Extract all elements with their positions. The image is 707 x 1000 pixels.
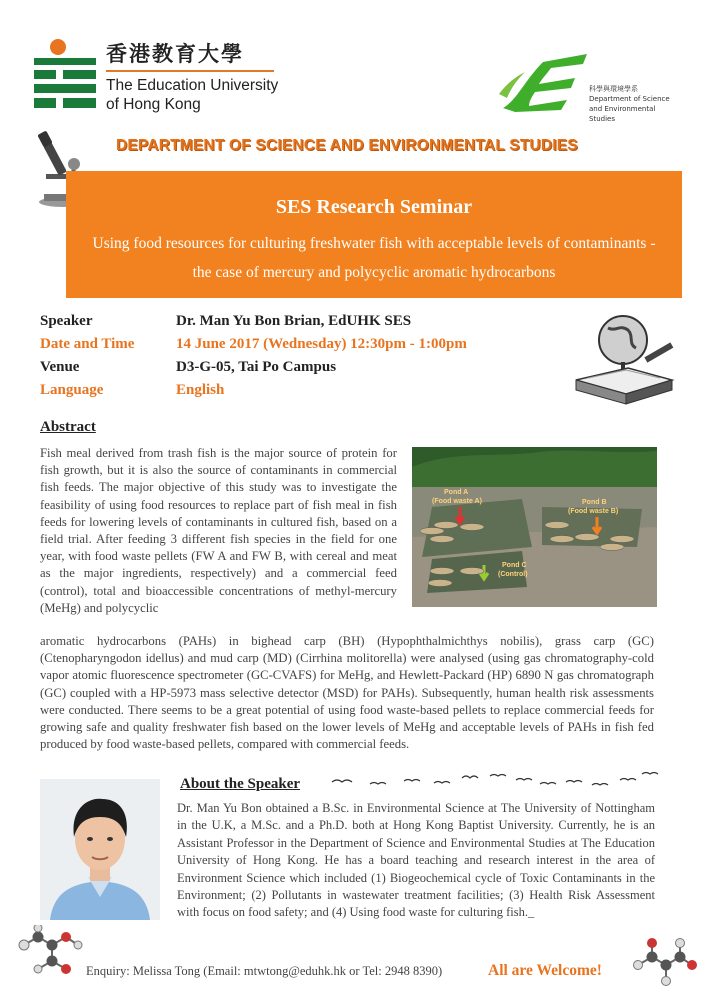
seminar-topic: Using food resources for culturing freshwater fish with acceptable levels of contaminants - the case of mercury and polycyclic aromatic hydrocarbons bbox=[92, 235, 656, 281]
ses-logo bbox=[495, 50, 680, 123]
eduhk-logo-icon bbox=[34, 38, 96, 110]
datetime-row bbox=[40, 336, 510, 359]
speaker-row bbox=[40, 313, 510, 336]
enquiry-contact: Enquiry: Melissa Tong (Email: mtwtong@eduhk.hk or Tel: 2948 8390) bbox=[86, 964, 443, 978]
speaker-portrait bbox=[40, 779, 160, 920]
datetime-value: 14 June 2017 (Wednesday) 12:30pm - 1:00pm bbox=[176, 336, 467, 352]
seminar-title: SES Research Seminar bbox=[275, 196, 473, 218]
birds-icon bbox=[330, 768, 660, 790]
pond-b-sublabel: (Food waste B) bbox=[568, 508, 619, 515]
language-label: Language bbox=[40, 382, 104, 398]
venue-value: D3-G-05, Tai Po Campus bbox=[176, 359, 337, 375]
speaker-value: Dr. Man Yu Bon Brian, EdUHK SES bbox=[176, 313, 412, 329]
language-value: English bbox=[176, 382, 225, 398]
language-row bbox=[40, 382, 510, 405]
pond-field-photo bbox=[412, 447, 657, 607]
speaker-bio: Dr. Man Yu Bon obtained a B.Sc. in Environmental Science at The University of Nottingham in the U.K, a M.Sc. and a Ph.D. both at Hong Kong Baptist University. Currently, he is an Assistant Professor in the Department of Science and Environmental Studies at The Education University of Hong Kong. He has a board teaching and research interest in the area of Environment Science which included (1) Biogeochemical cycle of Toxic Contaminants in the Environment; (2) Pollutants in wastewater treatment facilities; (3) Health Risk Assessment with focus on food safety; and (4) Using food waste for culturing fish._ bbox=[177, 801, 655, 920]
speaker-label: Speaker bbox=[40, 313, 93, 329]
seminar-banner bbox=[66, 171, 682, 298]
ses-english-line1: Department of Science bbox=[589, 95, 670, 103]
about-speaker-heading: About the Speaker bbox=[180, 776, 301, 792]
ses-logo-icon bbox=[495, 50, 587, 114]
ses-english-line2: and Environmental Studies bbox=[589, 105, 656, 123]
seminar-details bbox=[40, 313, 510, 405]
pond-b-label: Pond B bbox=[582, 499, 607, 506]
molecule-icon bbox=[630, 935, 698, 989]
venue-row bbox=[40, 359, 510, 382]
pond-c-label: Pond C bbox=[502, 562, 527, 569]
globe-books-icon bbox=[568, 310, 678, 410]
venue-label: Venue bbox=[40, 359, 80, 375]
eduhk-logo bbox=[34, 38, 279, 113]
ses-chinese-name: 科學與環境學系 bbox=[589, 85, 638, 93]
datetime-label: Date and Time bbox=[40, 336, 135, 352]
pond-a-label: Pond A bbox=[444, 489, 469, 496]
pond-a-sublabel: (Food waste A) bbox=[432, 498, 482, 505]
molecule-icon bbox=[14, 925, 84, 983]
abstract-paragraph-1: Fish meal derived from trash fish is the major source of protein for fish growth, but it is also the source of contaminants in commercial fish feeds. The major objective of this study was to investigate the feasibility of using food resources to replace part of fish meal in fish feeds for lowering levels of contaminants in cultured fish, based on a field trial. After feeding 3 different fish species in the field for one year, with food waste pellets (FW A and FW B, with cereal and meat as the major ingredients, respectively) and a commercial feed (control), total and bioaccessible concentrations of methyl-mercury (MeHg) and polycyclic bbox=[40, 446, 397, 615]
logo-divider bbox=[106, 70, 274, 72]
welcome-note: All are Welcome! bbox=[488, 962, 602, 979]
eduhk-english-line2: of Hong Kong bbox=[106, 96, 201, 113]
pond-c-sublabel: (Control) bbox=[498, 571, 528, 578]
eduhk-chinese-name: 香港教育大學 bbox=[106, 42, 244, 66]
department-heading: DEPARTMENT OF SCIENCE AND ENVIRONMENTAL STUDIES bbox=[116, 137, 578, 154]
abstract-heading: Abstract bbox=[40, 419, 96, 435]
eduhk-english-line1: The Education University bbox=[106, 77, 279, 94]
abstract-paragraph-2: aromatic hydrocarbons (PAHs) in bighead carp (BH) (Hypophthalmichthys nobilis), grass carp (GC) (Ctenopharyngodon idellus) and mud carp (MD) (Cirrhina molitorella) were analysed (using gas chromatography-cold vapor atomic fluorescence spectrometer (GC-CVAFS) for MeHg, and Hewlett-Packard (HP) 6890 N gas chromatograph (GC) coupled with a HP-5973 mass selective detector (MSD) for PAHs). Subsequently, human health risk assessments were conducted. There seems to be a great potential of using food waste-based pellets to replace commercial feeds for growing safe and quality freshwater fish based on the lower levels of MeHg and acceptable levels of PAHs in fish fed produced by food waste-based pellets, compared with commercial feeds. bbox=[40, 634, 654, 752]
